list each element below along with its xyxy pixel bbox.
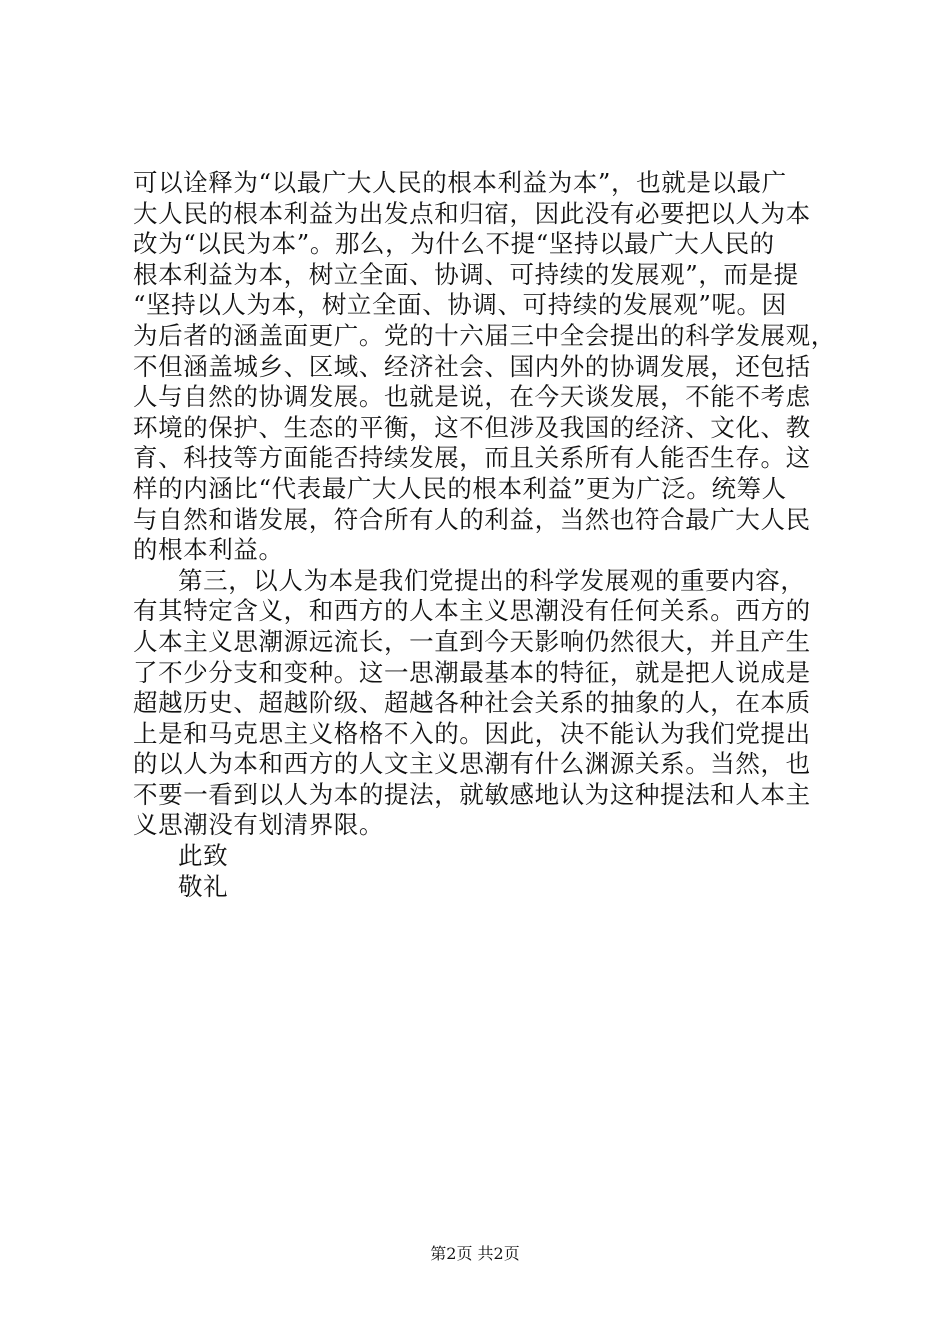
closing-line-jingli: 敬礼: [178, 871, 229, 901]
text-line: 不但涵盖城乡、区域、经济社会、国内外的协调发展，还包括: [133, 351, 811, 381]
page-number: 第2页 共2页: [430, 1244, 520, 1263]
text-line: 样的内涵比“代表最广大人民的根本利益”更为广泛。统筹人: [133, 473, 787, 503]
text-line: 环境的保护、生态的平衡，这不但涉及我国的经济、文化、教: [133, 412, 811, 442]
closing-salutation: [133, 841, 833, 902]
text-line: 可以诠释为“以最广大人民的根本利益为本”，也就是以最广: [133, 168, 787, 197]
text-line: 育、科技等方面能否持续发展，而且关系所有人能否生存。这: [133, 443, 811, 473]
text-line: “坚持以人为本，树立全面、协调、可持续的发展观”呢。因: [133, 290, 787, 320]
closing-line-cizhi: 此致: [178, 841, 229, 871]
text-line: 超越历史、超越阶级、超越各种社会关系的抽象的人，在本质: [133, 688, 811, 718]
paragraph-2: [133, 566, 833, 841]
paragraph-1: [133, 168, 836, 566]
text-line: 的以人为本和西方的人文主义思潮有什么渊源关系。当然，也: [133, 749, 811, 779]
text-line: 有其特定含义，和西方的人本主义思潮没有任何关系。西方的: [133, 596, 811, 626]
text-line: 义思潮没有划清界限。: [133, 810, 384, 840]
page-footer: [0, 1243, 950, 1265]
document-body: [133, 168, 836, 902]
text-line: 大人民的根本利益为出发点和归宿，因此没有必要把以人为本: [133, 198, 811, 228]
text-line: 人与自然的协调发展。也就是说，在今天谈发展，不能不考虑: [133, 382, 811, 412]
text-line: 为后者的涵盖面更广。党的十六届三中全会提出的科学发展观，: [133, 320, 836, 350]
text-line: 上是和马克思主义格格不入的。因此，决不能认为我们党提出: [133, 718, 811, 748]
text-line: 的根本利益。: [133, 535, 284, 565]
text-line: 了不少分支和变种。这一思潮最基本的特征，就是把人说成是: [133, 657, 811, 687]
text-line: 与自然和谐发展，符合所有人的利益，当然也符合最广大人民: [133, 504, 811, 534]
text-line: 第三，以人为本是我们党提出的科学发展观的重要内容，: [178, 565, 806, 595]
text-line: 改为“以民为本”。那么，为什么不提“坚持以最广大人民的: [133, 229, 775, 259]
text-line: 根本利益为本，树立全面、协调、可持续的发展观”，而是提: [133, 259, 799, 289]
text-line: 不要一看到以人为本的提法，就敏感地认为这种提法和人本主: [133, 779, 811, 809]
text-line: 人本主义思潮源远流长，一直到今天影响仍然很大，并且产生: [133, 626, 811, 656]
